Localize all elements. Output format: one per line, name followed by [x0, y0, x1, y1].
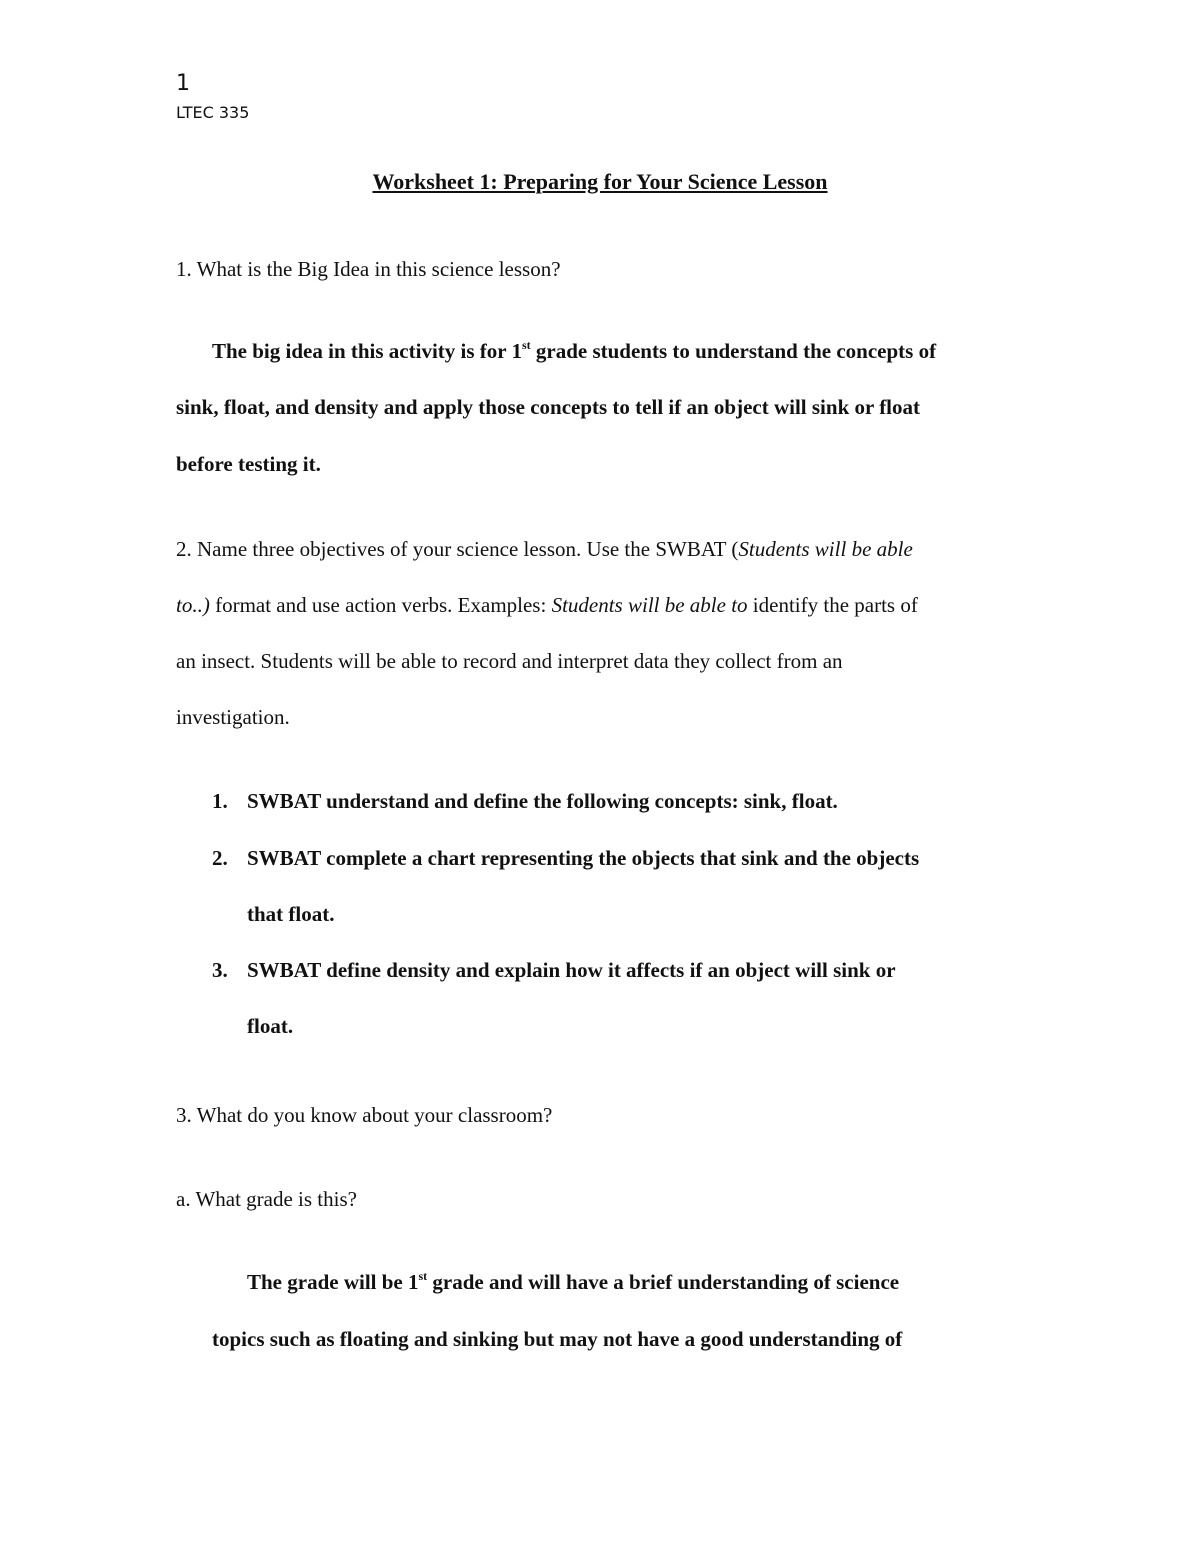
q3a-answer-line-2: topics such as floating and sinking but may not have a good understanding of	[212, 1327, 903, 1351]
objective-text: SWBAT complete a chart representing the objects that sink and the objects	[247, 846, 920, 870]
q1-answer-line-2: sink, float, and density and apply those concepts to tell if an object will sink or float	[176, 395, 921, 419]
objective-text: SWBAT understand and define the following concepts: sink, float.	[247, 789, 838, 813]
objective-text: float.	[247, 1014, 294, 1038]
question-2-line-3: an insect. Students will be able to record and interpret data they collect from an	[176, 649, 843, 673]
q1-answer-line-3: before testing it.	[176, 452, 321, 476]
question-2-line-1: 2. Name three objectives of your science lesson. Use the SWBAT (Students will be able	[176, 537, 913, 561]
question-1: 1. What is the Big Idea in this science lesson?	[176, 257, 561, 281]
course-code: LTEC 335	[176, 103, 250, 122]
objective-number: 1.	[212, 789, 228, 813]
page-number: 1	[176, 71, 190, 96]
objective-text: SWBAT define density and explain how it affects if an object will sink or	[247, 958, 896, 982]
question-2-line-2: to..) format and use action verbs. Examples: Students will be able to identify the parts of	[176, 593, 918, 617]
worksheet-title: Worksheet 1: Preparing for Your Science Lesson	[372, 169, 828, 194]
q1-answer-line-1: The big idea in this activity is for 1st grade students to understand the concepts of	[212, 338, 937, 363]
question-2-line-4: investigation.	[176, 705, 290, 729]
objective-number: 3.	[212, 958, 228, 982]
objective-number: 2.	[212, 846, 228, 870]
q3a-answer-line-1: The grade will be 1st grade and will have a brief understanding of science	[247, 1269, 900, 1294]
objective-text: that float.	[247, 902, 335, 926]
question-3a: a. What grade is this?	[176, 1187, 357, 1211]
question-3: 3. What do you know about your classroom?	[176, 1103, 553, 1127]
